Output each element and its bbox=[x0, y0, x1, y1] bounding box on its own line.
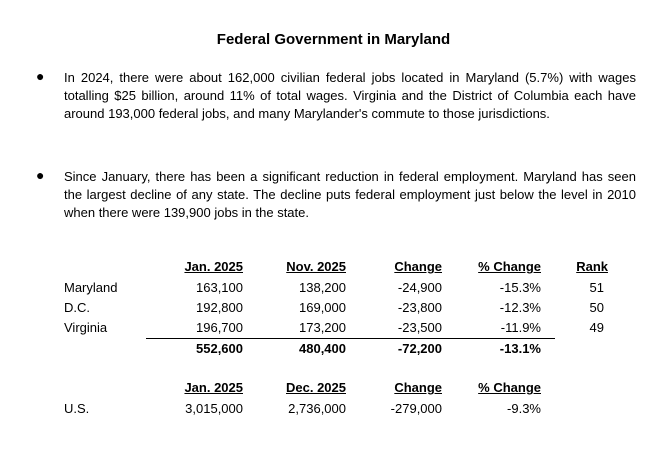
bullet-marker: ● bbox=[36, 167, 45, 183]
cell-change: -23,800 bbox=[397, 300, 442, 315]
cell-rank: 51 bbox=[589, 280, 604, 295]
header-pct-change: % Change bbox=[478, 259, 541, 274]
cell-change: -23,500 bbox=[397, 320, 442, 335]
header-jan-2025: Jan. 2025 bbox=[184, 259, 243, 274]
total-pct-change: -13.1% bbox=[499, 341, 541, 356]
paragraph-federal-jobs: In 2024, there were about 162,000 civilian federal jobs located in Maryland (5.7%) with wages totalling $25 billion, around 11% of total wages. Virginia and the District of Columbia each have around 193,000 federal jobs, and many Marylander's commute to those jurisdictions. bbox=[64, 70, 636, 121]
bullet-marker: ● bbox=[36, 68, 45, 84]
cell-change: -279,000 bbox=[390, 401, 442, 416]
header-rank: Rank bbox=[576, 259, 608, 274]
cell-jan: 196,700 bbox=[196, 320, 243, 335]
cell-jan: 163,100 bbox=[196, 280, 243, 295]
cell-pct-change: -15.3% bbox=[499, 280, 541, 295]
paragraph-employment-decline: Since January, there has been a significant reduction in federal employment. Maryland has seen the largest decline of any state. The decline puts federal employment just below the level in 2010 when there were 139,900 jobs in the state. bbox=[64, 169, 636, 220]
page-title: Federal Government in Maryland bbox=[216, 31, 451, 48]
total-change: -72,200 bbox=[397, 341, 442, 356]
row-label: Maryland bbox=[64, 280, 118, 295]
cell-jan: 192,800 bbox=[196, 300, 243, 315]
total-nov: 480,400 bbox=[299, 341, 346, 356]
cell-pct-change: -12.3% bbox=[499, 300, 541, 315]
header-jan-2025: Jan. 2025 bbox=[184, 380, 243, 395]
row-label: Virginia bbox=[64, 320, 108, 335]
cell-jan: 3,015,000 bbox=[185, 401, 243, 416]
cell-rank: 49 bbox=[589, 320, 604, 335]
cell-nov: 169,000 bbox=[299, 300, 346, 315]
header-dec-2025: Dec. 2025 bbox=[286, 380, 346, 395]
row-label: D.C. bbox=[64, 300, 90, 315]
header-change: Change bbox=[394, 259, 442, 274]
header-nov-2025: Nov. 2025 bbox=[286, 259, 346, 274]
header-change: Change bbox=[394, 380, 442, 395]
cell-pct-change: -11.9% bbox=[500, 320, 541, 335]
cell-dec: 2,736,000 bbox=[288, 401, 346, 416]
cell-change: -24,900 bbox=[397, 280, 442, 295]
row-label: U.S. bbox=[64, 401, 90, 416]
cell-rank: 50 bbox=[589, 300, 604, 315]
total-jan: 552,600 bbox=[196, 341, 243, 356]
total-divider bbox=[146, 338, 555, 339]
cell-nov: 173,200 bbox=[299, 320, 346, 335]
header-pct-change: % Change bbox=[478, 380, 541, 395]
cell-nov: 138,200 bbox=[299, 280, 346, 295]
cell-pct-change: -9.3% bbox=[507, 401, 541, 416]
